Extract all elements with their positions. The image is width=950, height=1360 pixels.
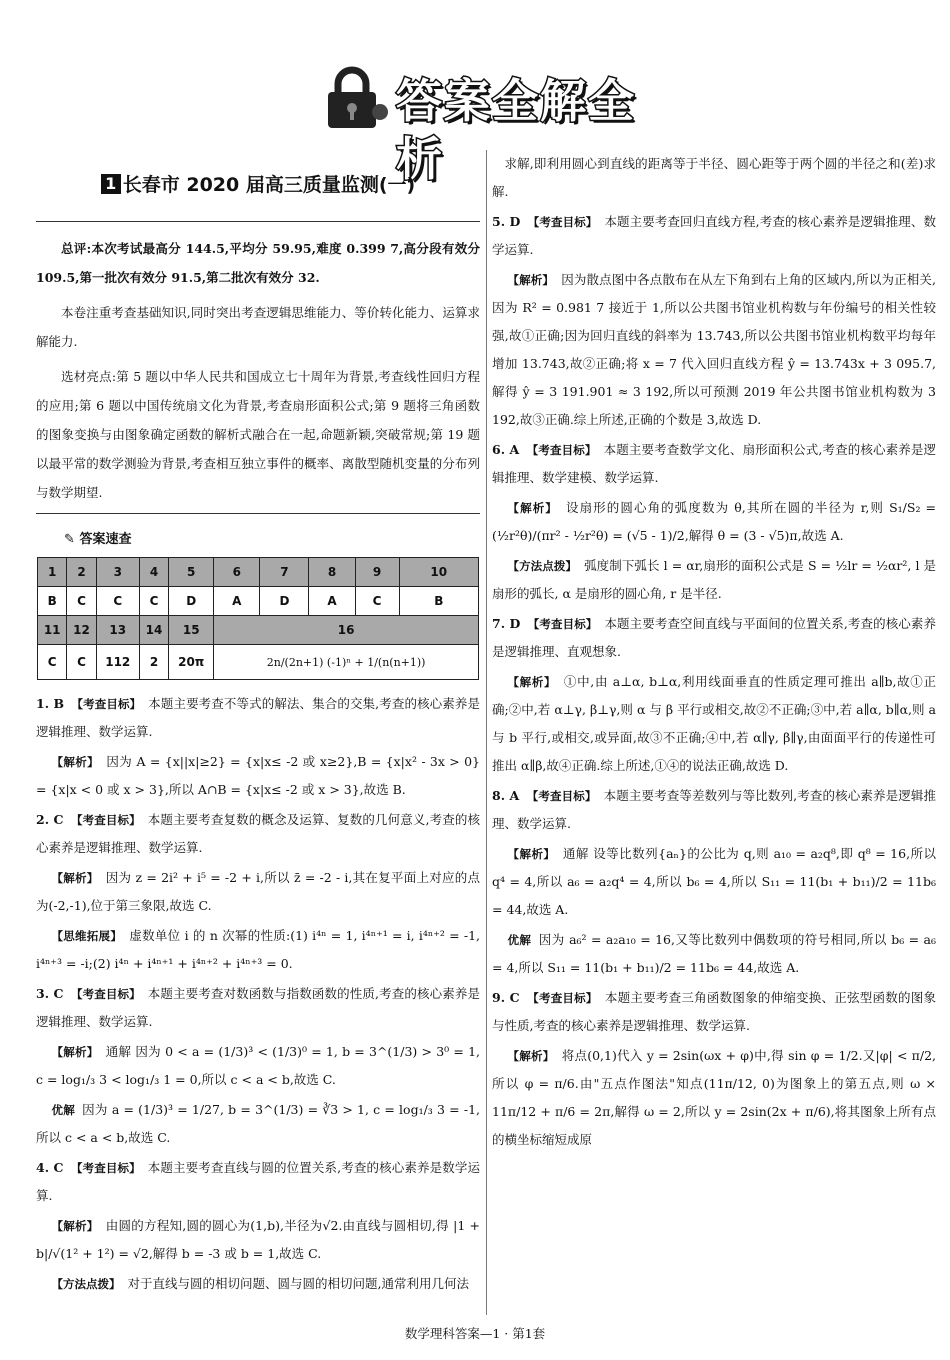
item-text: 本题主要考查空间直线与平面间的位置关系,考查的核心素养是逻辑推理、直观想象. (492, 616, 937, 659)
question-number: 1. B (36, 696, 69, 711)
solution-paragraph (36, 864, 480, 920)
tag-label: 【解析】 (507, 675, 557, 689)
divider-line (36, 513, 480, 514)
answer-cell: 12 (67, 616, 96, 645)
answer-cell: 10 (399, 558, 478, 587)
question-item (36, 980, 480, 1036)
item-text: 因为 A = {x||x|≥2} = {x|x≤ -2 或 x≥2},B = {x|x² - 3x > 0} = {x|x < 0 或 x > 3},所以 A∩B = {x|x≤ -2 或 x > 3},故选 B. (36, 754, 480, 797)
answer-cell: 15 (169, 616, 214, 645)
question-number: 4. C (36, 1160, 68, 1175)
item-text: 通解 设等比数列{aₙ}的公比为 q,则 a₁₀ = a₂q⁸,即 q⁸ = 16,所以 q⁴ = 4,所以 a₆ = a₂q⁴ = 4,所以 b₆ = 4,所以 S₁₁ = 11(b₁ + b₁₁)/2 = 11b₆ = 44,故选 A. (492, 846, 937, 917)
answer-cell: D (260, 587, 309, 616)
item-text: 设扇形的圆心角的弧度数为 θ,其所在圆的半径为 r,则 S₁/S₂ = (½r²θ)/(πr² - ½r²θ) = (√5 - 1)/2,解得 θ = (3 - √5)π,故选 A. (492, 500, 936, 543)
left-column (36, 150, 480, 1300)
solution-paragraph (492, 1042, 936, 1154)
answer-cell: 9 (355, 558, 399, 587)
item-text: 因为 z = 2i² + i⁵ = -2 + i,所以 z̄ = -2 - i,其在复平面上对应的点为(-2,-1),位于第三象限,故选 C. (36, 870, 480, 913)
intro-paragraph: 本卷注重考查基础知识,同时突出考查逻辑思维能力、等价转化能力、运算求解能力. (36, 305, 480, 349)
solution-paragraph (492, 668, 936, 780)
answer-cell: 1 (38, 558, 67, 587)
padlock-icon (320, 64, 390, 134)
page-header (320, 62, 660, 186)
solution-paragraph (492, 840, 936, 924)
answer-cell: A (214, 587, 260, 616)
question-item (36, 1154, 480, 1210)
question-item (492, 208, 936, 264)
item-text: 对于直线与圆的相切问题、圆与圆的相切问题,通常利用几何法 (123, 1276, 469, 1291)
answer-cell: 13 (96, 616, 139, 645)
solution-paragraph (492, 926, 936, 982)
solution-paragraph (492, 150, 936, 206)
tag-label: 优解 (51, 1103, 75, 1117)
item-text: 本题主要考查对数函数与指数函数的性质,考查的核心素养是逻辑推理、数学运算. (36, 986, 481, 1029)
section-title-text: 长春市 2020 届高三质量监测(一) (122, 174, 416, 196)
tag-label: 【解析】 (51, 871, 99, 885)
tag-label: 【考查目标】 (527, 215, 598, 229)
answer-cell: 5 (169, 558, 214, 587)
item-text: 本题主要考查复数的概念及运算、复数的几何意义,考查的核心素养是逻辑推理、数学运算. (36, 812, 481, 855)
answer-cell: 112 (96, 645, 139, 680)
tag-label: 【考查目标】 (526, 789, 597, 803)
tag-label: 【考查目标】 (527, 991, 598, 1005)
question-item (492, 436, 936, 492)
answer-cell: 14 (139, 616, 168, 645)
tag-label: 【考查目标】 (70, 987, 141, 1001)
tag-label: 【考查目标】 (71, 697, 142, 711)
divider-line (36, 221, 480, 222)
item-text: ①中,由 a⊥α, b⊥α,利用线面垂直的性质定理可推出 a∥b,故①正确;②中,若 α⊥γ, β⊥γ,则 α 与 β 平行或相交,故②不正确;③中,若 a∥α, b∥α,则 a 与 b 平行,或相交,或异面,故③不正确;④中,若 α∥γ, β∥γ,由面面平行的传递性可推出 α∥β,故④正确.综上所述,①④的说法正确,故选 D. (492, 674, 936, 773)
item-text: 通解 因为 0 < a = (1/3)³ < (1/3)⁰ = 1, b = 3^(1/3) > 3⁰ = 1, c = log₁/₃ 3 < log₁/₃ 1 = 0,所以 c < a < b,故选 C. (36, 1044, 480, 1087)
tag-label: 【解析】 (51, 1219, 99, 1233)
tag-label: 【解析】 (51, 755, 100, 769)
answer-cell: C (139, 587, 168, 616)
highlights-paragraph: 选材亮点:第 5 题以中华人民共和国成立七十周年为背景,考查线性回归方程的应用;第 6 题以中国传统扇文化为背景,考查扇形面积公式;第 9 题将三角函数的图象变换与由图象确定函数的解析式融合在一起,命题新颖,突破常规;第 19 题以最平常的数学测验为背景,考查相互独立事件的概率、离散型随机变量的分布列与数学期望. (36, 369, 480, 500)
column-divider (486, 150, 487, 1315)
item-text: 本题主要考查回归直线方程,考查的核心素养是逻辑推理、数学运算. (492, 214, 937, 257)
question-number: 7. D (492, 616, 525, 631)
question-item (492, 782, 936, 838)
answer-cell: 7 (260, 558, 309, 587)
pencil-icon: ✎ (64, 532, 75, 547)
solution-paragraph (36, 922, 480, 978)
item-text: 虚数单位 i 的 n 次幂的性质:(1) i⁴ⁿ = 1, i⁴ⁿ⁺¹ = i, i⁴ⁿ⁺² = -1, i⁴ⁿ⁺³ = -i;(2) i⁴ⁿ + i⁴ⁿ⁺¹ + i⁴ⁿ⁺² + i⁴ⁿ⁺³ = 0. (36, 928, 480, 971)
answer-cell: 16 (214, 616, 479, 645)
tag-label: 【解析】 (507, 1049, 555, 1063)
tag-label: 【解析】 (507, 847, 556, 861)
item-text: 将点(0,1)代入 y = 2sin(ωx + φ)中,得 sin φ = 1/2.又|φ| < π/2,所以 φ = π/6.由"五点作图法"知点(11π/12, 0)为图象上的第五点,则 ω × 11π/12 + π/6 = 2π,解得 ω = 2,所以 y = 2sin(2x + π/6),将其图象上所有点的横坐标缩短成原 (492, 1048, 936, 1147)
question-number: 2. C (36, 812, 68, 827)
answer-cell: B (399, 587, 478, 616)
item-text: 本题主要考查三角函数图象的伸缩变换、正弦型函数的图象与性质,考查的核心素养是逻辑推理、数学运算. (492, 990, 937, 1033)
solution-paragraph (36, 748, 480, 804)
answer-cell: 8 (309, 558, 355, 587)
answer-cell: C (38, 645, 67, 680)
answer-cell: A (309, 587, 355, 616)
quick-answers-label: 答案速查 (79, 532, 132, 547)
answer-cell: C (96, 587, 139, 616)
summary-paragraph: 总评:本次考试最高分 144.5,平均分 59.95,难度 0.399 7,高分段有效分 109.5,第一批次有效分 91.5,第二批次有效分 32. (36, 241, 480, 285)
answer-cell: B (38, 587, 67, 616)
tag-label: 【方法点拨】 (51, 1277, 121, 1291)
tag-label: 【考查目标】 (526, 443, 597, 457)
right-column (492, 150, 936, 1156)
tag-label: 【方法点拨】 (507, 559, 578, 573)
answer-cell: D (169, 587, 214, 616)
answer-cell: 6 (214, 558, 260, 587)
question-item (492, 610, 936, 666)
banner-title: 答案全解全析 (396, 74, 636, 186)
answer-table (37, 557, 479, 680)
question-item (36, 690, 480, 746)
solution-paragraph (36, 1096, 480, 1152)
quick-answers-heading (64, 528, 480, 547)
question-number: 6. A (492, 442, 524, 457)
item-text: 本题主要考查不等式的解法、集合的交集,考查的核心素养是逻辑推理、数学运算. (36, 696, 480, 739)
tag-label: 【解析】 (507, 501, 558, 515)
question-number: 5. D (492, 214, 525, 229)
solution-paragraph (492, 494, 936, 550)
left-solutions (36, 690, 480, 1298)
page-footer: 数学理科答案—1 · 第1套 (404, 1326, 546, 1341)
item-text: 因为 a₆² = a₂a₁₀ = 16,又等比数列中偶数项的符号相同,所以 b₆ = a₆ = 4,所以 S₁₁ = 11(b₁ + b₁₁)/2 = 11b₆ = 44,故选 A. (492, 932, 936, 975)
item-text: 由圆的方程知,圆的圆心为(1,b),半径为√2.由直线与圆相切,得 |1 + b|/√(1² + 1²) = √2,解得 b = -3 或 b = 1,故选 C. (36, 1218, 480, 1261)
item-text: 因为散点图中各点散布在从左下角到右上角的区域内,所以为正相关,因为 R² = 0.981 7 接近于 1,所以公共图书馆业机构数与年份编号的相关性较强,故①正确;因为回归直线的斜率为 13.743,所以公共图书馆业机构数平均每年增加 13.743,故②正确;将 x = 7 代入回归直线方程 ŷ = 13.743x + 3 095.7,解得 ŷ = 3 191.901 ≈ 3 192,所以可预测 2019 年公共图书馆业机构数为 3 192,故③正确.综上所述,正确的个数是 3,故选 D. (492, 272, 937, 427)
tag-label: 【考查目标】 (70, 813, 141, 827)
tag-label: 【考查目标】 (70, 1161, 141, 1175)
item-text: 因为 a = (1/3)³ = 1/27, b = 3^(1/3) = ∛3 > 1, c = log₁/₃ 3 = -1,所以 c < a < b,故选 C. (36, 1102, 480, 1145)
tag-label: 【解析】 (51, 1045, 99, 1059)
answer-cell: 4 (139, 558, 168, 587)
section-number: 1 (101, 174, 121, 194)
item-text: 本题主要考查数学文化、扇形面积公式,考查的核心素养是逻辑推理、数学建模、数学运算. (492, 442, 937, 485)
solution-paragraph (492, 266, 936, 434)
tag-label: 优解 (507, 933, 532, 947)
question-number: 9. C (492, 990, 525, 1005)
item-text: 求解,即利用圆心到直线的距离等于半径、圆心距等于两个圆的半径之和(差)求解. (492, 156, 936, 199)
solution-paragraph (36, 1270, 480, 1298)
solution-paragraph (492, 552, 936, 608)
item-text: 本题主要考查直线与圆的位置关系,考查的核心素养是数学运算. (36, 1160, 481, 1203)
answer-cell: C (67, 587, 96, 616)
answer-cell: C (355, 587, 399, 616)
item-text: 弧度制下弧长 l = αr,扇形的面积公式是 S = ½lr = ½αr², l 是扇形的弧长, α 是扇形的圆心角, r 是半径. (492, 558, 937, 601)
tag-label: 【考查目标】 (527, 617, 598, 631)
tag-label: 【思维拓展】 (51, 929, 123, 943)
right-solutions (492, 150, 936, 1154)
tag-label: 【解析】 (507, 273, 555, 287)
question-number: 3. C (36, 986, 68, 1001)
answer-cell: 2n/(2n+1) (-1)ⁿ + 1/(n(n+1)) (214, 645, 479, 680)
question-item (36, 806, 480, 862)
answer-cell: 11 (38, 616, 67, 645)
item-text: 本题主要考查等差数列与等比数列,考查的核心素养是逻辑推理、数学运算. (492, 788, 937, 831)
solution-paragraph (36, 1038, 480, 1094)
question-number: 8. A (492, 788, 524, 803)
question-item (492, 984, 936, 1040)
answer-cell: 2 (67, 558, 96, 587)
solution-paragraph (36, 1212, 480, 1268)
section-title (36, 170, 480, 197)
answer-cell: C (67, 645, 96, 680)
answer-cell: 20π (169, 645, 214, 680)
answer-cell: 2 (139, 645, 168, 680)
answer-cell: 3 (96, 558, 139, 587)
